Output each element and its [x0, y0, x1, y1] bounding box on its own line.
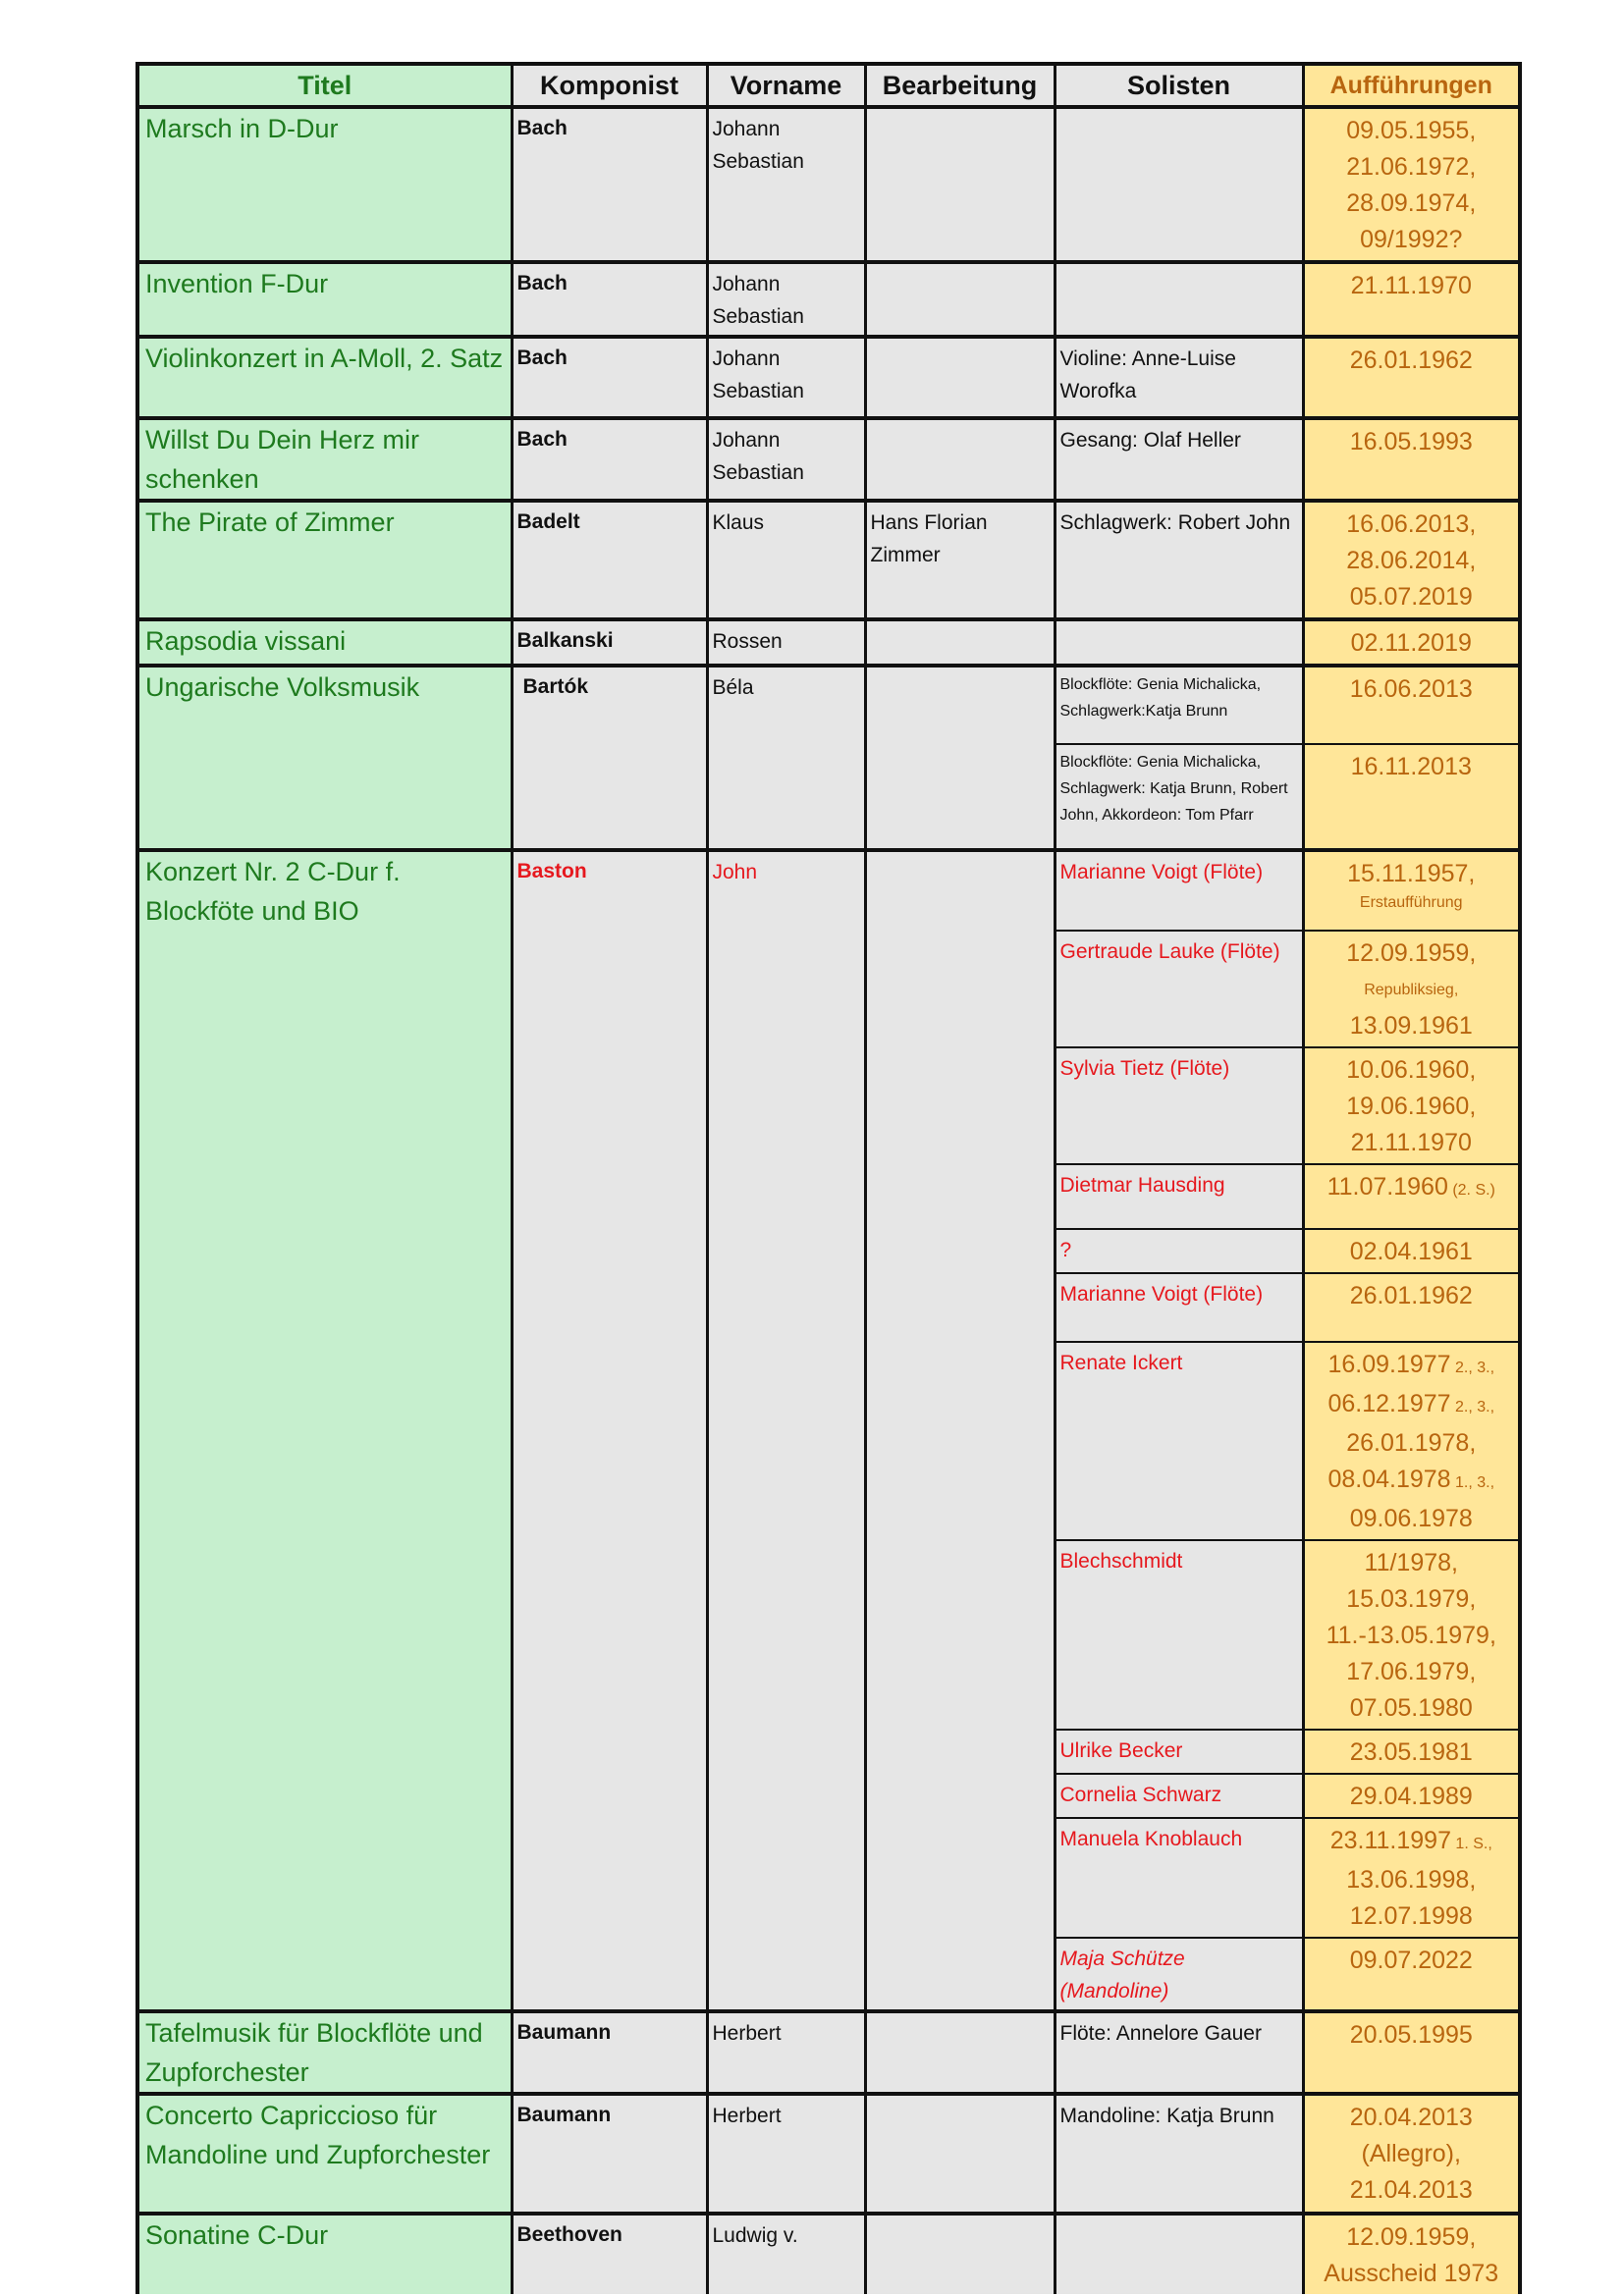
cell-komponist: Badelt [512, 501, 707, 619]
cell-vorname: Herbert [707, 2011, 865, 2094]
date: 11.-13.05.1979, [1326, 1622, 1496, 1649]
date: 17.06.1979, [1346, 1658, 1477, 1685]
date: 28.09.1974, [1346, 189, 1477, 217]
date: 12.07.1998 [1349, 1902, 1473, 1930]
cell-solist [1055, 107, 1303, 262]
cell-bearbeitung [865, 262, 1055, 337]
cell-vorname: John [707, 850, 865, 2011]
date: 02.04.1961 [1349, 1238, 1473, 1265]
table-row [137, 107, 1520, 262]
cell-titel: Willst Du Dein Herz mir schenken [137, 418, 512, 501]
date-line [1309, 1898, 1515, 1935]
date: 21.11.1970 [1350, 1129, 1472, 1156]
cell-solist [1055, 619, 1303, 666]
cell-auffuehrungen [1303, 337, 1520, 418]
header-vorname: Vorname [707, 64, 865, 107]
date: 28.06.2014, [1346, 547, 1477, 574]
cell-auffuehrungen [1303, 1938, 1520, 2011]
cell-auffuehrungen [1303, 1818, 1520, 1938]
date: 09.05.1955, [1346, 117, 1477, 144]
cell-auffuehrungen [1303, 418, 1520, 501]
cell-auffuehrungen [1303, 107, 1520, 262]
cell-bearbeitung [865, 2214, 1055, 2294]
date: 20.05.1995 [1349, 2021, 1473, 2049]
cell-auffuehrungen: 16.06.2013 [1303, 666, 1520, 744]
cell-solist: Blockflöte: Genia Michalicka, Schlagwerk:Katja Brunn [1055, 666, 1303, 744]
date-note: 1. S., [1450, 1836, 1492, 1852]
date: 08.04.1978 [1327, 1466, 1451, 1493]
cell-solist [1055, 262, 1303, 337]
cell-solist: Gesang: Olaf Heller [1055, 418, 1303, 501]
date-line [1309, 1462, 1515, 1501]
cell-bearbeitung [865, 107, 1055, 262]
header-row [137, 64, 1520, 107]
table-row [137, 666, 1520, 744]
date: 09.06.1978 [1349, 1505, 1473, 1532]
cell-auffuehrungen [1303, 1164, 1520, 1229]
cell-bearbeitung [865, 2011, 1055, 2094]
cell-komponist: Beethoven [512, 2214, 707, 2294]
cell-auffuehrungen [1303, 1774, 1520, 1818]
repertoire-table [135, 62, 1522, 2294]
date: 26.01.1978, [1346, 1429, 1477, 1457]
cell-solist: Maja Schütze (Mandoline) [1055, 1938, 1303, 2011]
cell-auffuehrungen [1303, 1342, 1520, 1540]
cell-vorname: Herbert [707, 2094, 865, 2214]
cell-solist: ? [1055, 1229, 1303, 1273]
cell-komponist: Bartók [512, 666, 707, 850]
cell-titel: Konzert Nr. 2 C-Dur f. Blockföte und BIO [137, 850, 512, 2011]
table-row [137, 2094, 1520, 2214]
table-row [137, 850, 1520, 931]
date: 07.05.1980 [1349, 1694, 1473, 1722]
date: Ausscheid 1973 [1324, 2260, 1499, 2287]
date-line [1309, 1823, 1515, 1862]
date: 13.09.1961 [1349, 1012, 1473, 1040]
cell-auffuehrungen [1303, 1229, 1520, 1273]
cell-vorname: Rossen [707, 619, 865, 666]
cell-solist: Marianne Voigt (Flöte) [1055, 1273, 1303, 1342]
cell-auffuehrungen: 16.11.2013 [1303, 744, 1520, 850]
date-note: 1., 3., [1450, 1474, 1495, 1491]
date: 26.01.1962 [1349, 1282, 1473, 1309]
table-row [137, 337, 1520, 418]
date-note: Republiksieg, [1364, 982, 1459, 998]
cell-komponist: Bach [512, 262, 707, 337]
table-row [137, 2011, 1520, 2094]
cell-vorname: Johann Sebastian [707, 107, 865, 262]
date: 06.12.1977 [1327, 1390, 1451, 1417]
cell-auffuehrungen [1303, 1273, 1520, 1342]
date: 20.04.2013 [1349, 2104, 1473, 2131]
cell-auffuehrungen [1303, 1730, 1520, 1774]
cell-vorname: Klaus [707, 501, 865, 619]
cell-titel: The Pirate of Zimmer [137, 501, 512, 619]
header-titel: Titel [137, 64, 512, 107]
date: 21.11.1970 [1350, 272, 1472, 299]
cell-solist: Blechschmidt [1055, 1540, 1303, 1730]
cell-auffuehrungen [1303, 2214, 1520, 2294]
cell-solist: Ulrike Becker [1055, 1730, 1303, 1774]
cell-titel: Concerto Capriccioso für Mandoline und Zupforchester [137, 2094, 512, 2214]
date: 15.11.1957, [1347, 860, 1476, 887]
cell-komponist: Bach [512, 337, 707, 418]
cell-vorname: Johann Sebastian [707, 337, 865, 418]
date: (Allegro), [1361, 2140, 1461, 2167]
date-line [1309, 1862, 1515, 1898]
cell-solist: Flöte: Annelore Gauer [1055, 2011, 1303, 2094]
date: 29.04.1989 [1349, 1783, 1473, 1810]
date-line [1309, 1386, 1515, 1425]
date: 09/1992? [1360, 226, 1463, 253]
cell-auffuehrungen [1303, 2011, 1520, 2094]
cell-bearbeitung [865, 418, 1055, 501]
table-row [137, 619, 1520, 666]
date-line [1309, 1347, 1515, 1386]
cell-auffuehrungen [1303, 1540, 1520, 1730]
date-line [1309, 1425, 1515, 1462]
cell-solist: Gertraude Lauke (Flöte) [1055, 931, 1303, 1047]
table-row [137, 2214, 1520, 2294]
date-note: (2. S.) [1447, 1182, 1495, 1199]
cell-auffuehrungen [1303, 931, 1520, 1047]
date: 11.07.1960 [1326, 1173, 1448, 1201]
date: 23.05.1981 [1349, 1738, 1473, 1766]
header-auffuehrungen: Aufführungen [1303, 64, 1520, 107]
date-note: Erstaufführung [1359, 894, 1463, 911]
cell-bearbeitung: Hans Florian Zimmer [865, 501, 1055, 619]
date: 12.09.1959, [1346, 2223, 1477, 2251]
cell-solist: Blockflöte: Genia Michalicka, Schlagwerk: Katja Brunn, Robert John, Akkordeon: Tom Pfarr [1055, 744, 1303, 850]
cell-komponist: Baumann [512, 2011, 707, 2094]
cell-solist [1055, 2214, 1303, 2294]
date: 13.06.1998, [1346, 1866, 1477, 1894]
cell-solist: Dietmar Hausding [1055, 1164, 1303, 1229]
cell-vorname: Johann Sebastian [707, 262, 865, 337]
date: 21.04.2013 [1349, 2176, 1473, 2204]
cell-solist: Mandoline: Katja Brunn [1055, 2094, 1303, 2214]
date: 12.09.1959, [1346, 939, 1477, 967]
cell-solist: Sylvia Tietz (Flöte) [1055, 1047, 1303, 1164]
cell-auffuehrungen [1303, 1047, 1520, 1164]
date-line [1309, 1501, 1515, 1537]
date: 16.05.1993 [1349, 428, 1473, 455]
cell-auffuehrungen [1303, 501, 1520, 619]
cell-komponist: Balkanski [512, 619, 707, 666]
cell-auffuehrungen [1303, 2094, 1520, 2214]
cell-solist: Cornelia Schwarz [1055, 1774, 1303, 1818]
date: 05.07.2019 [1349, 583, 1473, 611]
cell-bearbeitung [865, 666, 1055, 850]
date: 09.07.2022 [1349, 1947, 1473, 1974]
date: 02.11.2019 [1350, 629, 1472, 657]
date: 10.06.1960, [1346, 1056, 1477, 1084]
cell-solist: Schlagwerk: Robert John [1055, 501, 1303, 619]
cell-titel: Invention F-Dur [137, 262, 512, 337]
date: 21.06.1972, [1346, 153, 1477, 181]
date: 23.11.1997 [1329, 1827, 1451, 1854]
cell-titel: Ungarische Volksmusik [137, 666, 512, 850]
date: 16.06.2013, [1346, 510, 1477, 538]
table-row [137, 418, 1520, 501]
cell-bearbeitung [865, 2094, 1055, 2214]
date-note: 2., 3., [1450, 1399, 1495, 1415]
cell-komponist: Baston [512, 850, 707, 2011]
cell-bearbeitung [865, 850, 1055, 2011]
table-row [137, 501, 1520, 619]
cell-solist: Renate Ickert [1055, 1342, 1303, 1540]
cell-vorname: Johann Sebastian [707, 418, 865, 501]
cell-titel: Rapsodia vissani [137, 619, 512, 666]
date: 19.06.1960, [1346, 1093, 1477, 1120]
cell-auffuehrungen [1303, 619, 1520, 666]
cell-titel: Sonatine C-Dur [137, 2214, 512, 2294]
header-bearbeitung: Bearbeitung [865, 64, 1055, 107]
cell-vorname: Ludwig v. [707, 2214, 865, 2294]
cell-auffuehrungen [1303, 262, 1520, 337]
date: 11/1978, [1364, 1549, 1458, 1576]
header-komponist: Komponist [512, 64, 707, 107]
cell-solist: Manuela Knoblauch [1055, 1818, 1303, 1938]
cell-bearbeitung [865, 619, 1055, 666]
cell-solist: Marianne Voigt (Flöte) [1055, 850, 1303, 931]
cell-komponist: Baumann [512, 2094, 707, 2214]
cell-komponist: Bach [512, 418, 707, 501]
cell-titel: Violinkonzert in A-Moll, 2. Satz [137, 337, 512, 418]
cell-titel: Marsch in D-Dur [137, 107, 512, 262]
date-note: 2., 3., [1450, 1360, 1495, 1376]
cell-titel: Tafelmusik für Blockflöte und Zupforchester [137, 2011, 512, 2094]
table-row [137, 262, 1520, 337]
cell-auffuehrungen [1303, 850, 1520, 931]
cell-vorname: Béla [707, 666, 865, 850]
header-solisten: Solisten [1055, 64, 1303, 107]
date: 16.09.1977 [1327, 1351, 1451, 1378]
cell-bearbeitung [865, 337, 1055, 418]
date: 15.03.1979, [1346, 1585, 1477, 1613]
cell-komponist: Bach [512, 107, 707, 262]
cell-solist: Violine: Anne-Luise Worofka [1055, 337, 1303, 418]
date: 26.01.1962 [1349, 347, 1473, 374]
